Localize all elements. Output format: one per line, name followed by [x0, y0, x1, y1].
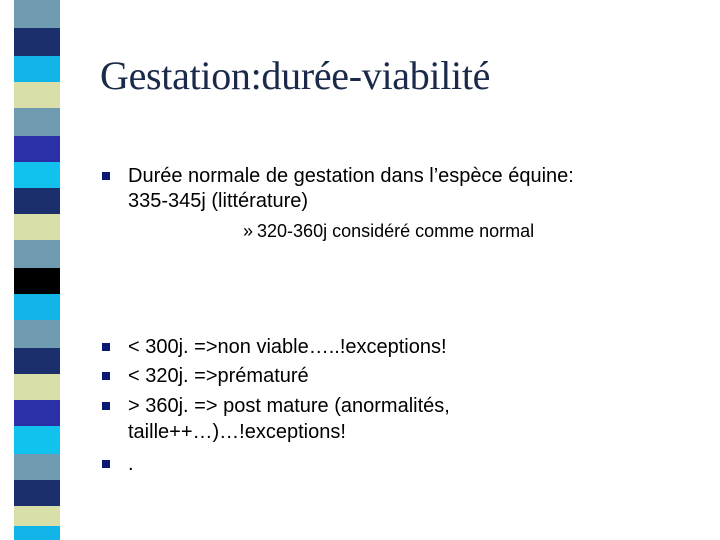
- stripe-block: [14, 188, 60, 214]
- stripe-block: [14, 136, 60, 162]
- stripe-block: [14, 454, 60, 480]
- bullet-4-line-2: taille++…)…!exceptions!: [128, 421, 346, 443]
- stripe-block: [14, 0, 60, 28]
- stripe-block: [14, 268, 60, 294]
- stripe-block: [14, 28, 60, 56]
- stripe-block: [14, 374, 60, 400]
- bullet-icon: [102, 343, 110, 351]
- bullet-3-line-1: < 320j. =>prématuré: [128, 365, 309, 387]
- slide-title: Gestation:durée-viabilité: [100, 53, 491, 98]
- stripe-block: [14, 240, 60, 268]
- bullet-icon: [102, 460, 110, 468]
- stripe-block: [14, 56, 60, 82]
- stripe-block: [14, 214, 60, 240]
- bullet-5-line-1: .: [128, 453, 134, 475]
- bullet-4-line-1: > 360j. => post mature (anormalités,: [128, 395, 450, 417]
- stripe-block: [14, 480, 60, 506]
- stripe-block: [14, 82, 60, 108]
- stripe-block: [14, 348, 60, 374]
- stripe-block: [14, 320, 60, 348]
- stripe-block: [14, 426, 60, 454]
- bullet-icon: [102, 402, 110, 410]
- stripe-block: [14, 400, 60, 426]
- bullet-1-line-2: 335-345j (littérature): [128, 190, 309, 212]
- stripe-block: [14, 162, 60, 188]
- sub-item: [243, 219, 534, 243]
- stripe-block: [14, 294, 60, 320]
- stripe-block: [14, 526, 60, 540]
- sub-marker-icon: »: [243, 221, 254, 241]
- bullet-icon: [102, 372, 110, 380]
- decorative-stripe: [0, 0, 74, 540]
- bullet-2-line-1: < 300j. =>non viable…..!exceptions!: [128, 336, 447, 358]
- sub-item-text: 320-360j considéré comme normal: [257, 221, 535, 241]
- stripe-block: [14, 506, 60, 526]
- bullet-1-line-1: Durée normale de gestation dans l’espèce équine:: [128, 165, 574, 187]
- stripe-block: [14, 108, 60, 136]
- bullet-icon: [102, 172, 110, 180]
